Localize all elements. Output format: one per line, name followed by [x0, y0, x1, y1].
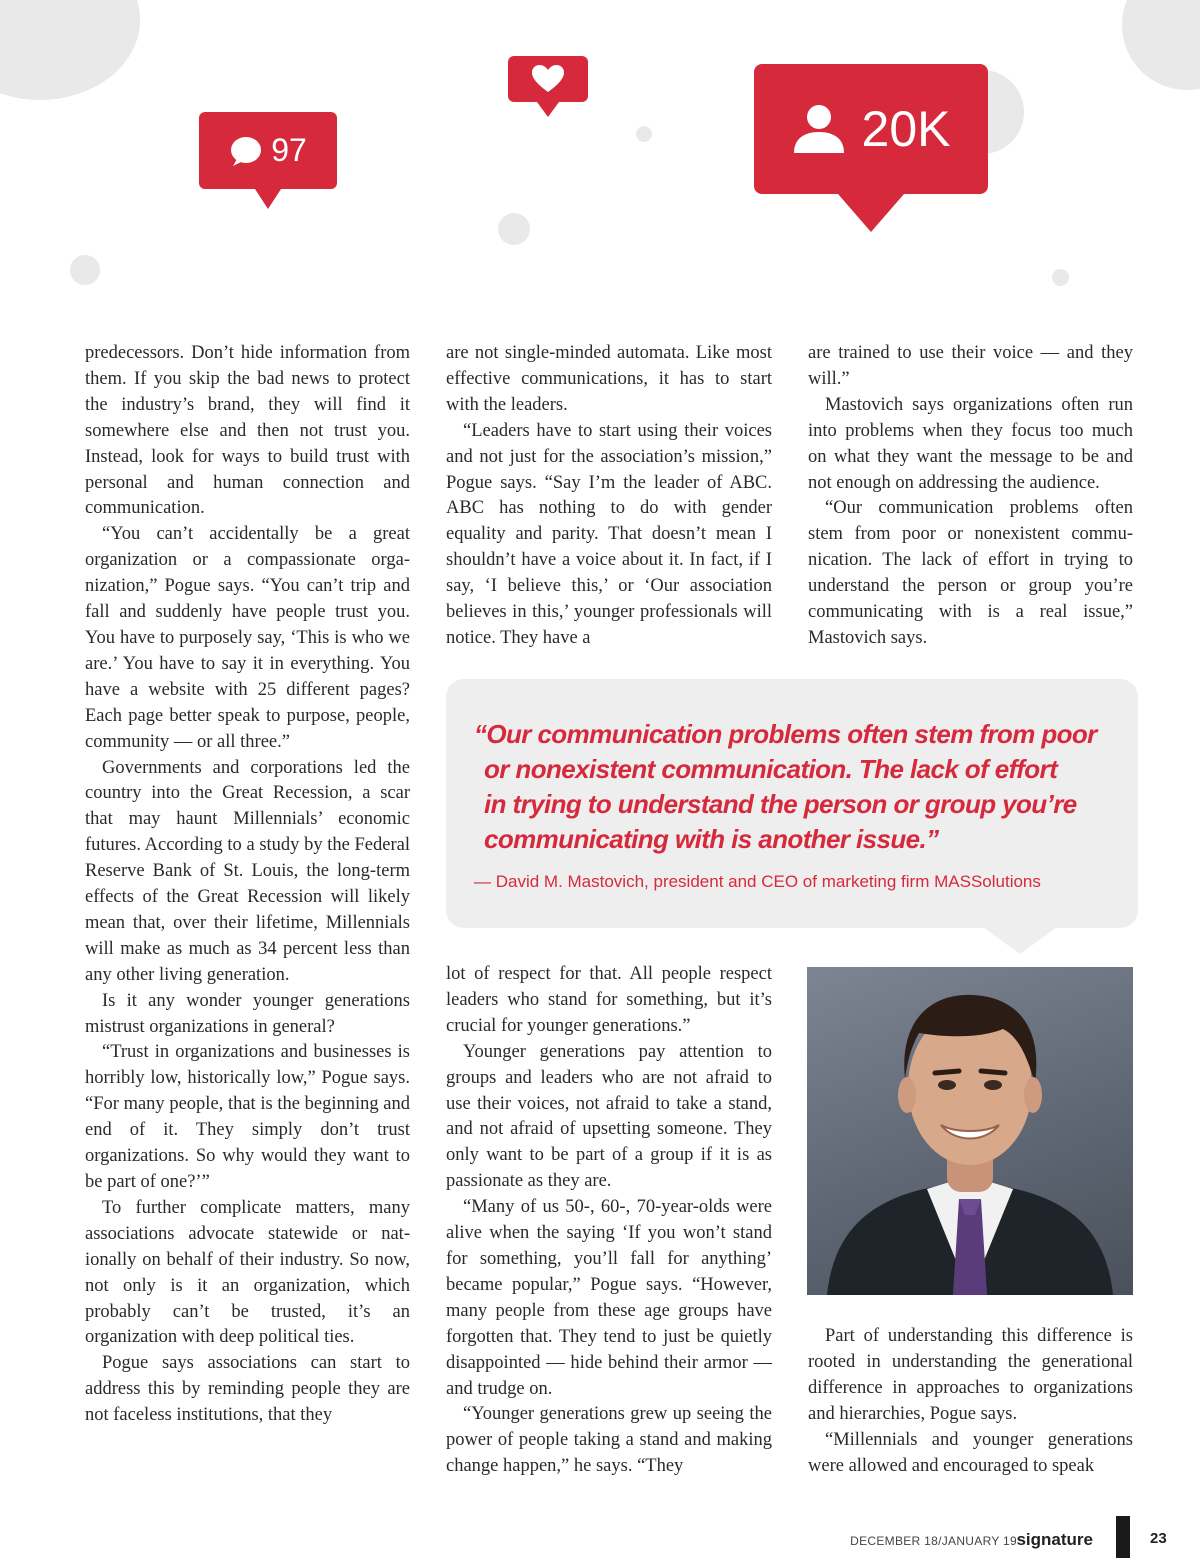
article-column-middle-top	[446, 341, 772, 652]
speech-bubble-icon	[229, 135, 263, 167]
paragraph: “Younger generations grew up seeing the power of people taking a stand and making change happen,” he says. “They	[446, 1404, 772, 1477]
article-column-left	[85, 341, 410, 1429]
paragraph: Part of understanding this difference is rooted in understanding the generational difference in approaches to organizations and hierarchies, Pogue says.	[808, 1326, 1133, 1424]
pull-quote-text	[474, 717, 1144, 857]
decor-circle	[498, 213, 530, 245]
paragraph: “Trust in organizations and businesses is horribly low, historically low,” Pogue says. “For many people, that is the beginning and end of it. They simply don’t trust organizations. So why would they want to be part of one?’”	[85, 1042, 410, 1192]
paragraph: Younger generations pay attention to groups and leaders who are not afraid to use their voices, not afraid to take a stand, and not afraid of upsetting someone. They only want to be part of a group if it is as passionate as they are.	[446, 1041, 772, 1192]
paragraph: predecessors. Don’t hide information from them. If you skip the bad news to protect the industry’s brand, they will find it somewhere else and then not trust you. Instead, look for ways to build trust with personal and human connection and communication.	[85, 343, 410, 519]
person-icon	[792, 104, 846, 154]
article-column-middle-bottom	[446, 962, 772, 1480]
paragraph: “You can’t accidentally be a great organization or a compassionate organization,” Pogue says. “You can’t trip and fall and suddenly have people trust you. You have to purposely say, ‘This is who we are.’ You have to say it in everything. You have a website with 25 different pages? Each page better speak to purpose, people, community — or all three.”	[85, 524, 410, 752]
paragraph: Governments and corporations led the country into the Great Recession, a scar that may haunt Millennials’ economic futures. According to a study by the Federal Reserve Bank of St. Louis, the long-term effects of the Great Recession will likely mean that, over their lifetime, Millennials will make as much as 34 percent less than any other living generation.	[85, 757, 410, 985]
portrait-illustration	[807, 967, 1133, 1295]
pull-quote-tail	[984, 928, 1056, 954]
paragraph: “Many of us 50-, 60-, 70-year-olds were alive when the saying ‘If you won’t stand for something, you’ll fall for anything’ became popular,” Pogue says. “However, many people from these age groups have forgotten that. They tend to just be quietly disappointed — hide behind their armor — and trudge on.	[446, 1197, 772, 1399]
decor-circle	[70, 255, 100, 285]
paragraph: lot of respect for that. All people respect leaders who stand for something, but it’s crucial for younger generations.”	[446, 964, 772, 1036]
decor-circle	[0, 0, 140, 100]
paragraph: Mastovich says organizations often run into problems when they focus too much on what they want the message to be and not enough on addressing the audience.	[808, 394, 1133, 493]
paragraph: are trained to use their voice — and they will.”	[808, 343, 1133, 389]
paragraph: “Millennials and younger generations were allowed and encouraged to speak	[808, 1429, 1133, 1476]
follower-count-badge	[754, 64, 988, 194]
pull-quote-bubble	[446, 679, 1138, 928]
paragraph: are not single-minded automata. Like most effective communications, it has to start with the leaders.	[446, 343, 772, 415]
pull-quote-attribution: — David M. Mastovich, president and CEO of marketing firm MASSolutions	[474, 872, 1041, 891]
paragraph: “Our communication problems often stem from poor or nonexistent communication. The lack of effort in trying to understand the person or group you’re communicating with is a real issue,” Mastovich says.	[808, 498, 1133, 648]
paragraph: Is it any wonder younger generations mistrust organizations in general?	[85, 990, 410, 1037]
pull-quote-line: in trying to understand the person or group you’re	[484, 789, 1077, 819]
pull-quote-line: or nonexistent communication. The lack of effort	[484, 754, 1058, 784]
paragraph: “Leaders have to start using their voices and not just for the association’s mission,” Pogue says. “Say I’m the leader of ABC. ABC has nothing to do with gender equality and parity. That doesn’t mean I shouldn’t have a voice about it. In fact, if I say, ‘I believe this,’ or ‘Our association believes in this,’ younger professionals will notice. They have a	[446, 420, 772, 648]
issue-date: DECEMBER 18/JANUARY 19	[850, 1534, 1017, 1548]
follower-count: 20K	[861, 101, 951, 157]
page-number: 23	[1150, 1530, 1167, 1547]
article-column-right-bottom	[808, 1324, 1133, 1479]
comment-count-badge	[199, 112, 337, 189]
heart-icon	[531, 64, 565, 94]
pull-quote-line: “Our communication problems often stem from poor	[474, 719, 1097, 749]
paragraph: To further complicate matters, many associations advocate statewide or nationally on behalf of their industry. So now, not only is it an organization, which probably can’t be trusted, it’s an organization with deep political ties.	[85, 1197, 410, 1348]
decor-circle	[636, 126, 652, 142]
pull-quote-line: communicating with is another issue.”	[484, 824, 939, 854]
decor-circle	[1122, 0, 1200, 90]
like-badge	[508, 56, 588, 102]
article-column-right-top	[808, 341, 1133, 652]
paragraph: Pogue says associations can start to address this by reminding people they are not faceless institutions, that they	[85, 1353, 410, 1426]
decor-circle	[1052, 269, 1069, 286]
footer-divider-bar	[1116, 1516, 1130, 1558]
magazine-name: signature	[1016, 1530, 1093, 1549]
comment-count: 97	[271, 132, 307, 168]
portrait-photo	[807, 967, 1133, 1295]
